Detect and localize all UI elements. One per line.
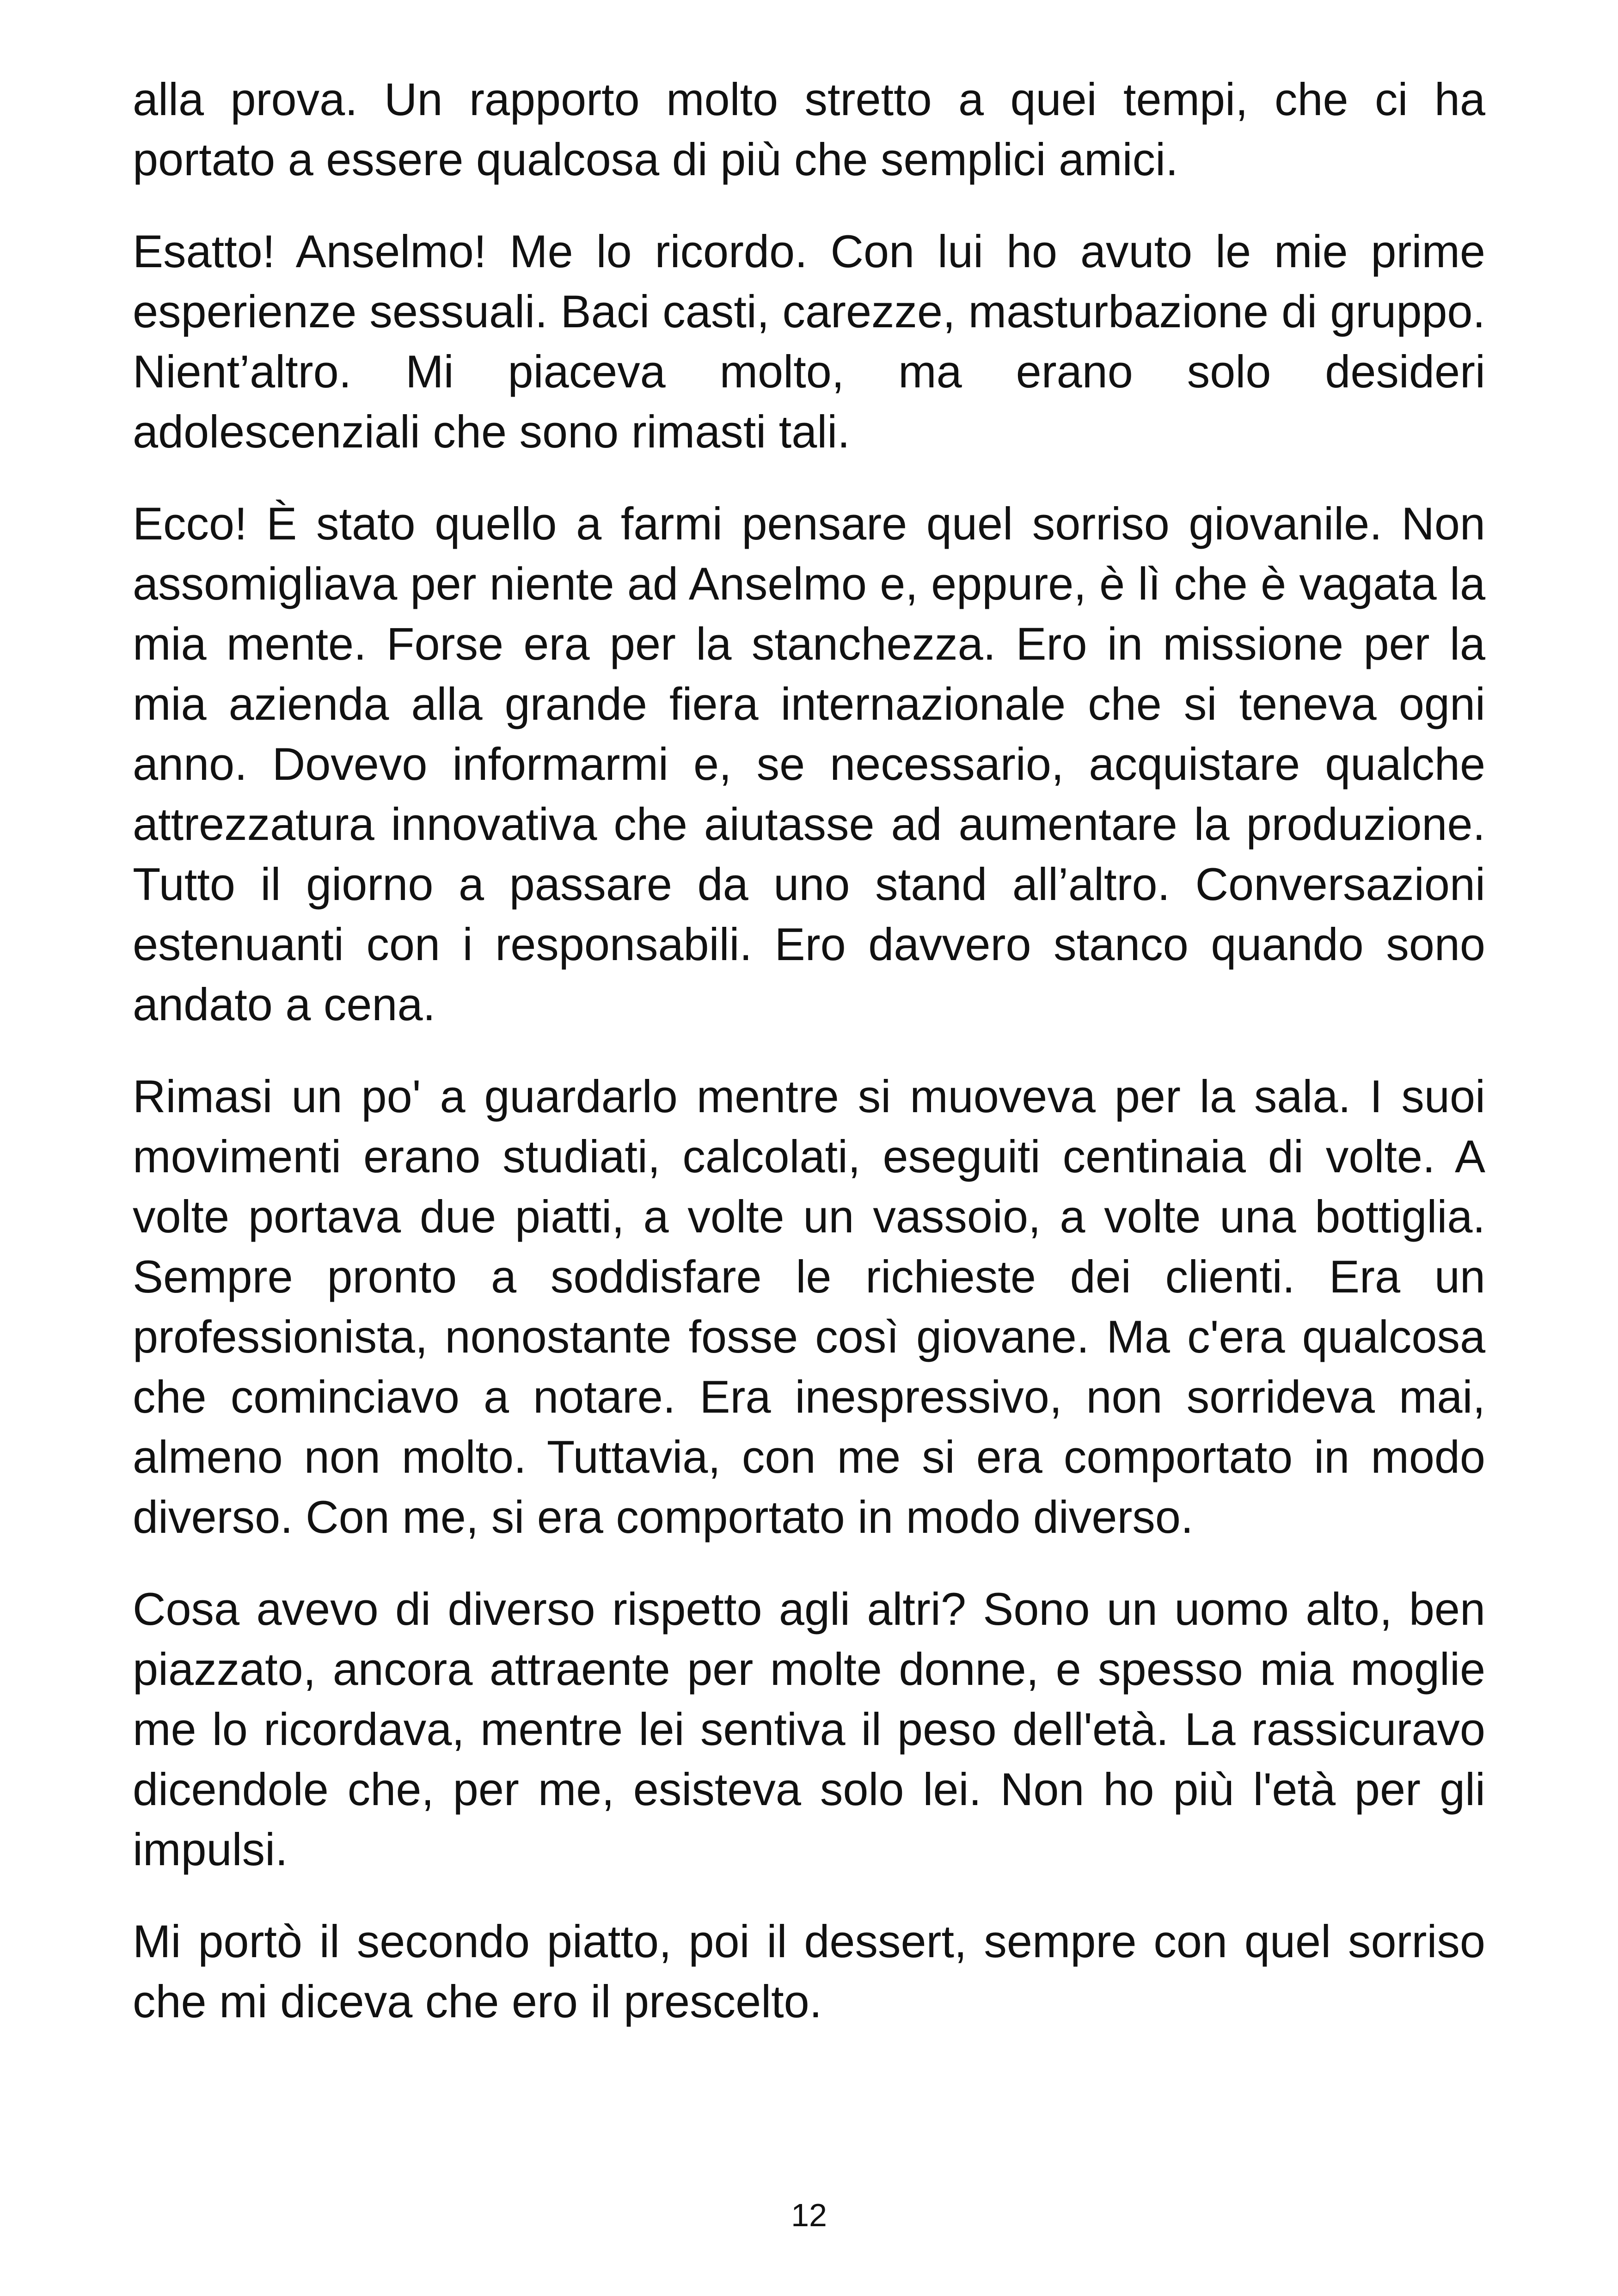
paragraph-4: Rimasi un po' a guardarlo mentre si muoveva per la sala. I suoi movimenti erano studiati, calcolati, eseguiti centinaia di volte. A volte portava due piatti, a volte un vassoio, a volte una bottiglia. Sempre pronto a soddisfare le richieste dei clienti. Era un professionista, nonostante fosse così giovane. Ma c'era qualcosa che cominciavo a notare. Era inespressivo, non sorrideva mai, almeno non molto. Tuttavia, con me si era comportato in modo diverso. Con me, si era comportato in modo diverso. xyxy=(133,1071,1485,1543)
paragraph-3: Ecco! È stato quello a farmi pensare quel sorriso giovanile. Non assomigliava per niente ad Anselmo e, eppure, è lì che è vagata la mia mente. Forse era per la stanchezza. Ero in missione per la mia azienda alla grande fiera internazionale che si teneva ogni anno. Dovevo informarmi e, se necessario, acquistare qualche attrezzatura innovativa che aiutasse ad aumentare la produzione. Tutto il giorno a passare da uno stand all’altro. Conversazioni estenuanti con i responsabili. Ero davvero stanco quando sono andato a cena. xyxy=(133,498,1485,1030)
body-text xyxy=(133,69,1485,2063)
page-number: 12 xyxy=(791,2197,827,2233)
paragraph-6: Mi portò il secondo piatto, poi il dessert, sempre con quel sorriso che mi diceva che ero il prescelto. xyxy=(133,1916,1485,2027)
paragraph-1: alla prova. Un rapporto molto stretto a quei tempi, che ci ha portato a essere qualcosa di più che semplici amici. xyxy=(133,73,1485,185)
paragraph-5: Cosa avevo di diverso rispetto agli altri? Sono un uomo alto, ben piazzato, ancora attraente per molte donne, e spesso mia moglie me lo ricordava, mentre lei sentiva il peso dell'età. La rassicuravo dicendole che, per me, esisteva solo lei. Non ho più l'età per gli impulsi. xyxy=(133,1583,1485,1875)
paragraph-2: Esatto! Anselmo! Me lo ricordo. Con lui ho avuto le mie prime esperienze sessuali. Baci casti, carezze, masturbazione di gruppo. Nient’altro. Mi piaceva molto, ma erano solo desideri adolescenziali che sono rimasti tali. xyxy=(133,226,1485,457)
